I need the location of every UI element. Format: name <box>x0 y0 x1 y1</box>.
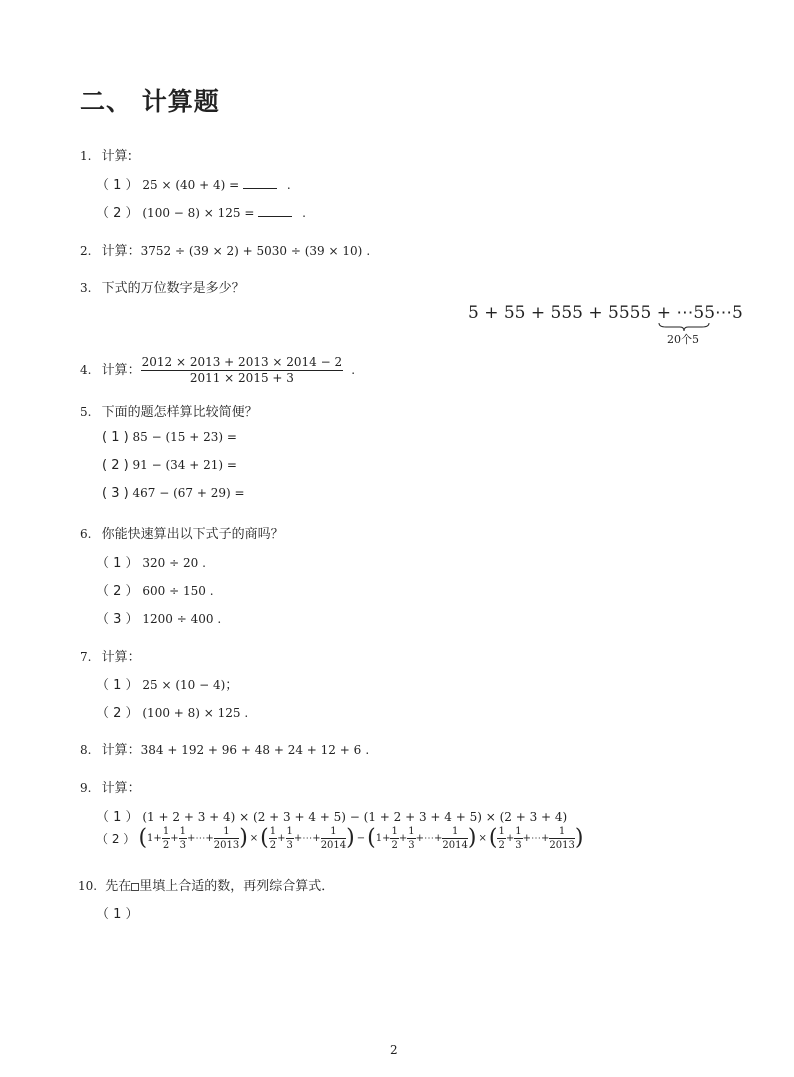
expression: 1200 ÷ 400 <box>142 612 214 626</box>
expression: 25 × (40 + 4) = <box>142 178 240 192</box>
expression: 320 ÷ 20 <box>142 556 199 570</box>
question-label: 下面的题怎样算比较简便？ <box>101 405 258 420</box>
item-tag: （ 3 ） <box>96 612 139 627</box>
plus: + <box>415 833 425 844</box>
q6-item-2 <box>96 580 214 599</box>
item-tag: （ 2 ） <box>96 832 136 846</box>
question-3 <box>80 277 245 296</box>
question-label: 先在 <box>105 879 132 894</box>
right-paren: ) <box>574 825 584 851</box>
expression: 5 + 55 + 555 + 5555 + ⋯ <box>468 303 694 323</box>
question-1 <box>80 145 132 164</box>
right-paren: ) <box>346 825 355 851</box>
question-number: 3. <box>80 281 92 295</box>
numerator: 2012 × 2013 + 2013 × 2014 − 2 <box>141 356 344 371</box>
item-tag: （ 1 ） <box>96 178 139 193</box>
fraction: $\frac{1}{2013}$ <box>549 826 575 851</box>
period: . <box>302 206 306 220</box>
plus: + <box>382 833 391 844</box>
period: . <box>366 244 371 258</box>
question-label: 你能快速算出以下式子的商吗？ <box>101 527 284 542</box>
expression: 3752 ÷ (39 × 2) + 5030 ÷ (39 × 10) <box>140 244 363 258</box>
item-tag: （ 2 ） <box>96 584 139 599</box>
question-label: 计算： <box>101 781 141 796</box>
ellipsis: ⋯ <box>530 833 541 844</box>
page-number: 2 <box>390 1043 398 1057</box>
left-paren: ( <box>138 825 148 851</box>
fraction: $\frac{1}{2014}$ <box>442 826 468 851</box>
plus: + <box>540 833 550 844</box>
question-number: 10. <box>78 879 98 893</box>
answer-blank <box>258 204 292 217</box>
left-paren: ( <box>488 825 498 851</box>
fraction: $\frac{1}{3}$ <box>286 826 293 851</box>
q1-item-1 <box>96 174 291 193</box>
expression: 85 − (15 + 23) = <box>132 430 237 444</box>
q9-item-2 <box>96 826 583 851</box>
term: 1 <box>147 833 154 844</box>
q6-item-1 <box>96 552 206 571</box>
right-paren: ) <box>239 825 248 851</box>
fraction: $\frac{1}{2}$ <box>162 826 170 851</box>
ellipsis: ⋯ <box>424 833 435 844</box>
left-paren: ( <box>260 825 269 851</box>
q7-item-1 <box>96 674 238 693</box>
question-9 <box>80 777 141 796</box>
expression: (1 + 2 + 3 + 4) × (2 + 3 + 4 + 5) − (1 + 2 + 3 + 4 + 5) × (2 + 3 + 4) <box>142 810 568 824</box>
item-tag: （ 1 ） <box>96 810 139 825</box>
answer-blank <box>243 176 277 189</box>
question-label: 计算： <box>101 244 141 259</box>
question-label: 计算： <box>101 363 141 379</box>
ellipsis: ⋯ <box>195 833 206 844</box>
question-number: 5. <box>80 405 92 419</box>
item-tag: （ 1 ） <box>96 556 139 571</box>
question-number: 9. <box>80 781 92 795</box>
period: . <box>202 556 206 570</box>
q6-item-3 <box>96 608 221 627</box>
semicolon: ； <box>225 678 239 693</box>
period: . <box>209 584 214 598</box>
fraction: $\frac{1}{2014}$ <box>320 826 347 851</box>
item-tag: （ 1 ） <box>96 907 139 922</box>
question-label: 计算： <box>101 743 141 758</box>
question-4 <box>80 356 355 385</box>
times: × <box>249 833 259 844</box>
denominator: 2011 × 2015 + 3 <box>189 371 294 386</box>
period: . <box>286 178 291 192</box>
item-tag: ( 3 ) <box>102 486 129 501</box>
plus: + <box>434 833 443 844</box>
period: . <box>217 612 222 626</box>
period: . <box>244 706 249 720</box>
item-tag: （ 2 ） <box>96 206 139 221</box>
plus: + <box>186 833 196 844</box>
item-tag: ( 1 ) <box>102 430 129 445</box>
question-10 <box>78 875 334 894</box>
expression: (100 − 8) × 125 = <box>142 206 255 220</box>
minus: − <box>356 833 366 844</box>
plus: + <box>312 833 321 844</box>
q3-expression <box>468 303 743 323</box>
fraction: $\frac{1}{3}$ <box>515 826 522 851</box>
question-label: 下式的万位数字是多少？ <box>101 281 245 296</box>
question-number: 8. <box>80 743 92 757</box>
fraction: $\frac{1}{2}$ <box>498 826 505 851</box>
q1-item-2 <box>96 202 306 221</box>
item-tag: ( 2 ) <box>102 458 129 473</box>
expression: (100 + 8) × 125 <box>142 706 241 720</box>
question-6 <box>80 523 284 542</box>
expression: 600 ÷ 150 <box>142 584 206 598</box>
question-2 <box>80 240 370 259</box>
question-label: 计算: <box>101 149 132 164</box>
question-5 <box>80 401 258 420</box>
plus: + <box>153 833 162 844</box>
plus: + <box>170 833 179 844</box>
expression: 91 − (34 + 21) = <box>132 458 237 472</box>
q5-item-3 <box>102 486 245 501</box>
q10-item-1 <box>96 903 139 922</box>
plus: + <box>205 833 214 844</box>
period: . <box>365 743 370 757</box>
plus: + <box>293 833 303 844</box>
question-7 <box>80 646 141 665</box>
fraction: $\frac{1}{2013}$ <box>213 826 240 851</box>
fraction: $\frac{1}{2}$ <box>391 826 398 851</box>
expression: 384 + 192 + 96 + 48 + 24 + 12 + 6 <box>140 743 362 757</box>
question-label-cont: 里填上合适的数，再列综合算式． <box>139 879 335 894</box>
question-number: 2. <box>80 244 92 258</box>
fraction: $\frac{1}{2}$ <box>269 826 277 851</box>
question-number: 6. <box>80 527 92 541</box>
period: . <box>351 363 356 378</box>
item-tag: （ 1 ） <box>96 678 139 693</box>
question-number: 1. <box>80 149 92 163</box>
right-paren: ) <box>467 825 477 851</box>
fraction: $\frac{1}{3}$ <box>408 826 415 851</box>
left-paren: ( <box>367 825 376 851</box>
plus: + <box>522 833 531 844</box>
question-number: 4. <box>80 363 92 378</box>
underbrace-label: 20个5 <box>667 333 699 346</box>
q5-item-2 <box>102 458 237 473</box>
section-title: 二、 计算题 <box>80 87 220 116</box>
plus: + <box>398 833 408 844</box>
question-label: 计算： <box>101 650 141 665</box>
expression: 25 × (10 − 4) <box>142 678 226 692</box>
question-number: 7. <box>80 650 92 664</box>
expression-tail: 55⋯5 <box>693 303 743 323</box>
fraction <box>141 356 344 385</box>
item-tag: （ 2 ） <box>96 706 139 721</box>
plus: + <box>505 833 515 844</box>
question-8 <box>80 739 369 758</box>
q5-item-1 <box>102 430 237 445</box>
q9-item-1 <box>96 806 567 825</box>
expression: 467 − (67 + 29) = <box>132 486 245 500</box>
plus: + <box>277 833 286 844</box>
times: × <box>478 833 487 844</box>
term: 1 <box>375 833 383 844</box>
q7-item-2 <box>96 702 248 721</box>
ellipsis: ⋯ <box>302 833 313 844</box>
fraction: $\frac{1}{3}$ <box>179 826 186 851</box>
